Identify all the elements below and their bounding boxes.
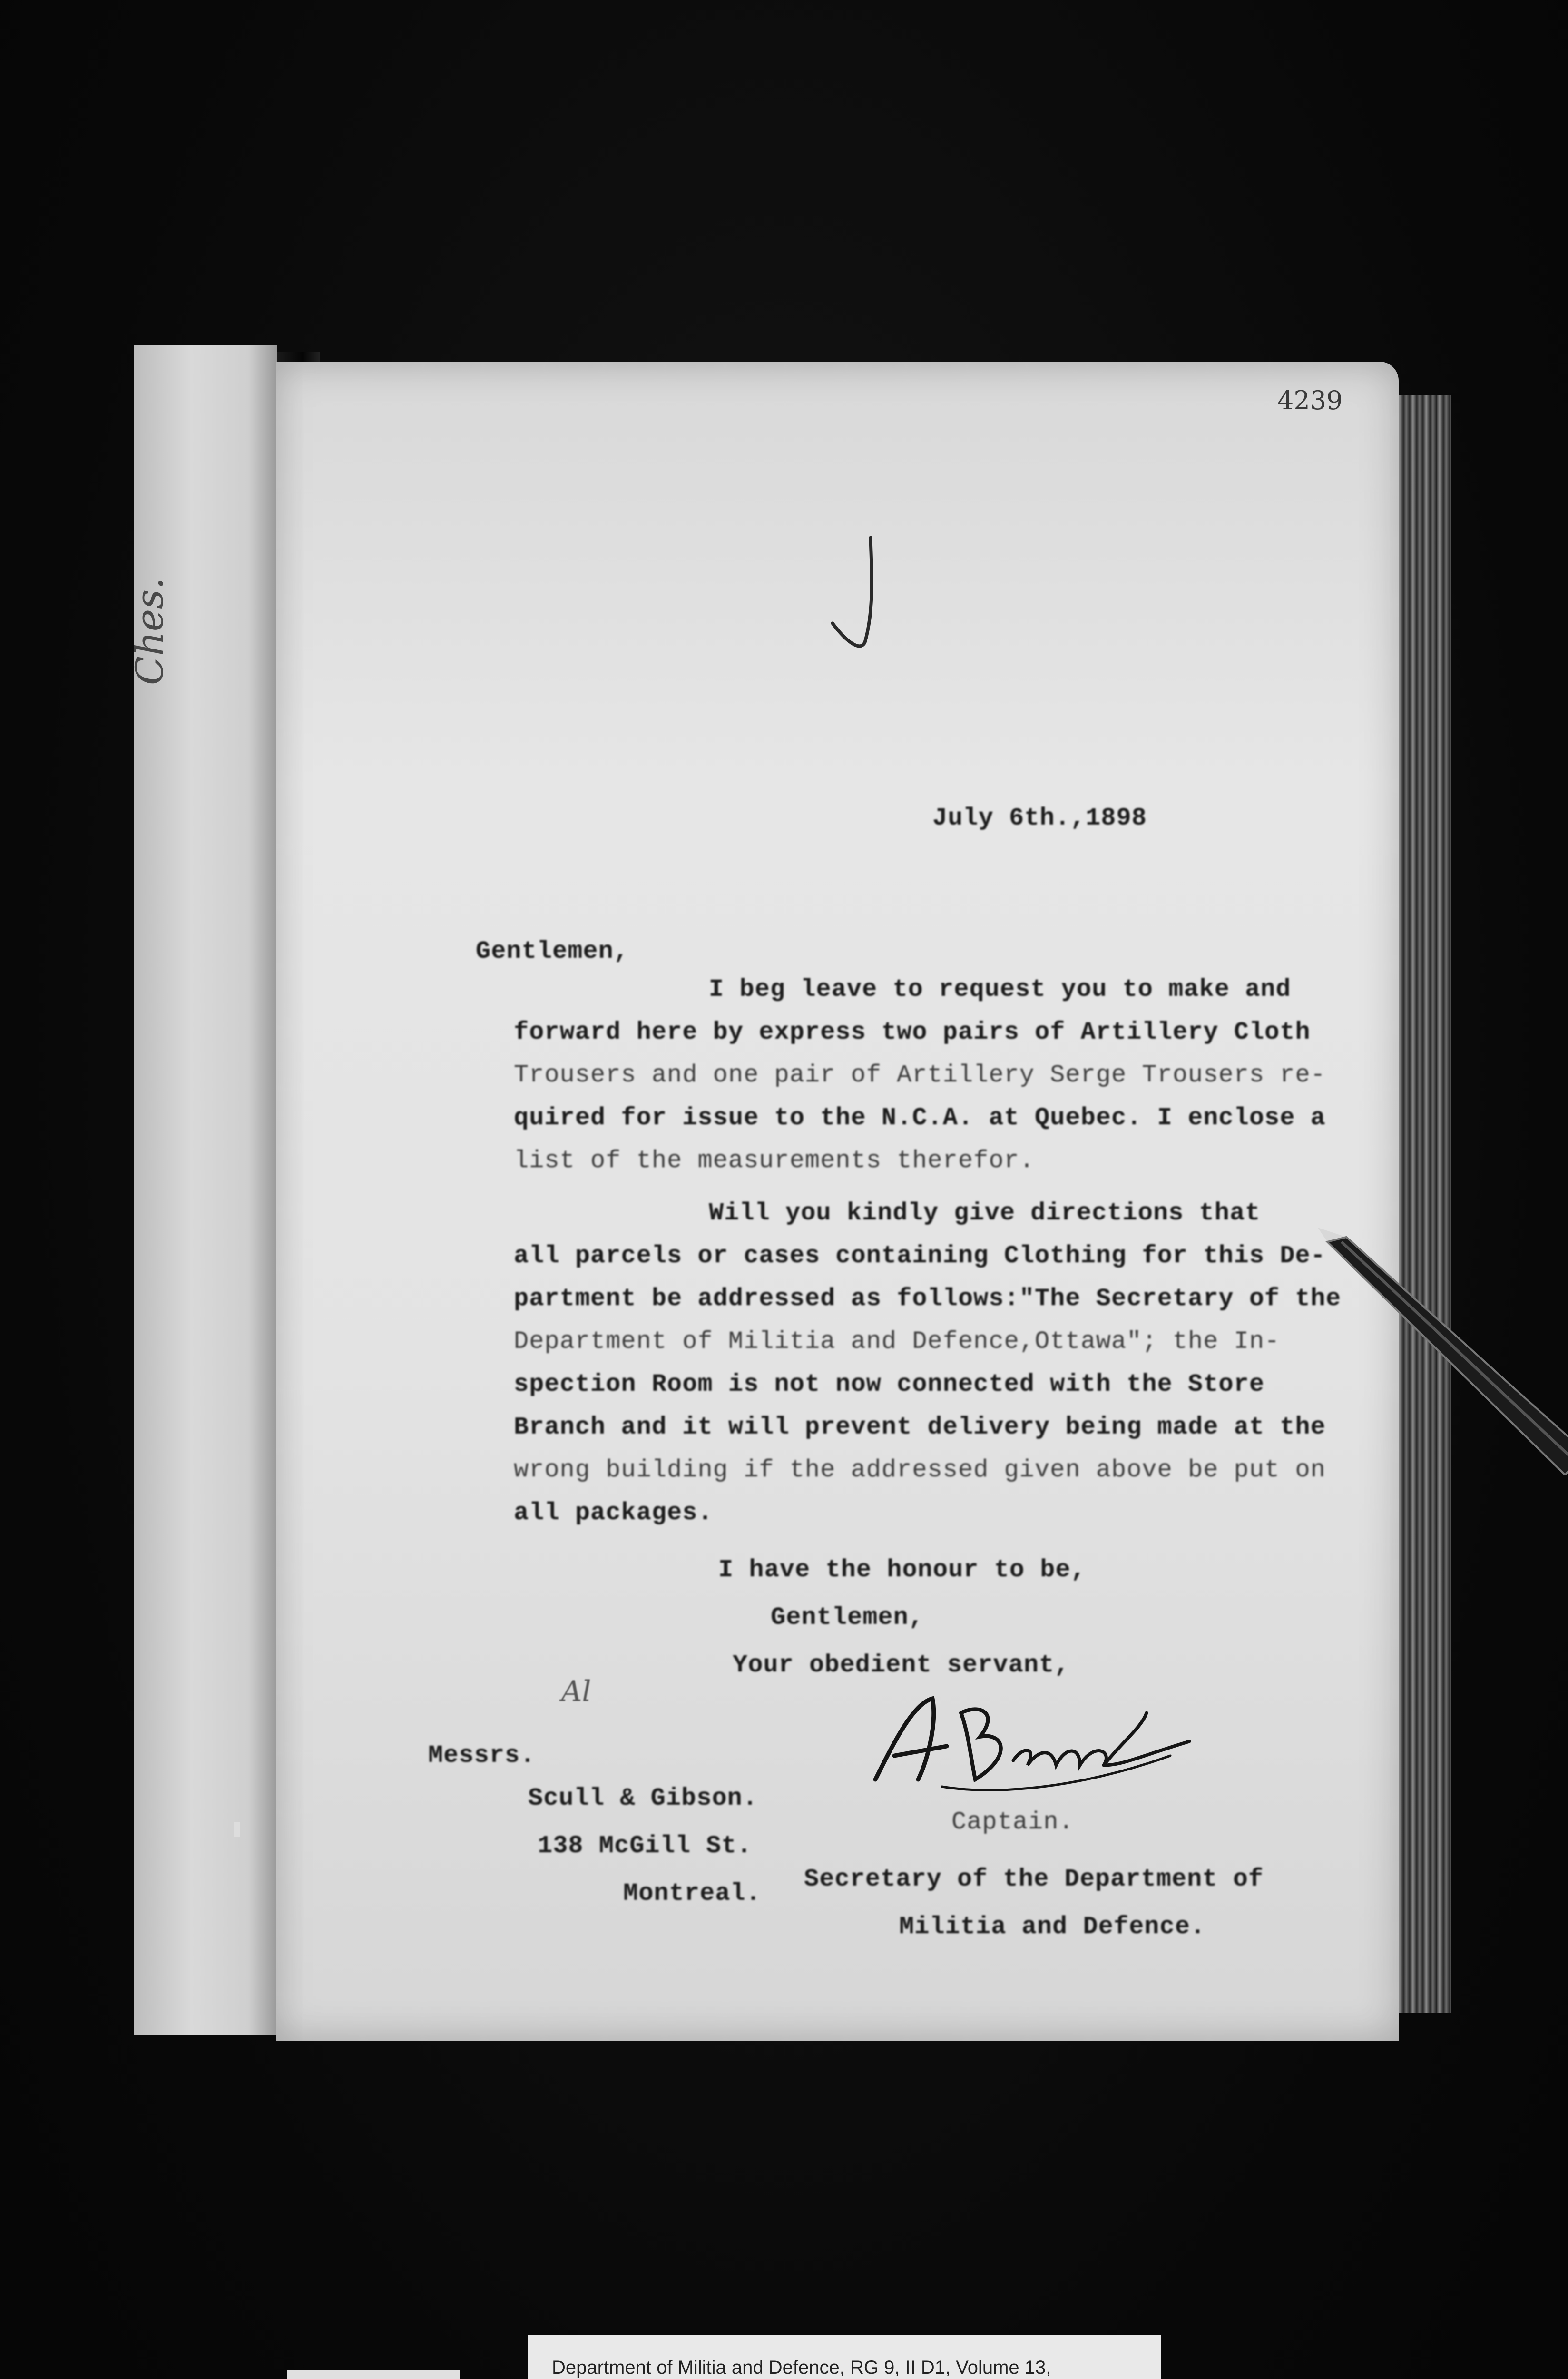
closing-line: Gentlemen, [771,1603,924,1632]
reference-line: Department of Militia and Defence, RG 9, II D1, Volume 13, [552,2357,1051,2378]
page-number: 4239 [1277,385,1343,415]
body-line: forward here by express two pairs of Artillery Cloth [514,1018,1311,1046]
addressee-city: Montreal. [623,1879,761,1907]
pointer-pencil [1318,1228,1568,1475]
body-line: all parcels or cases containing Clothing for this De- [514,1242,1326,1270]
sender-rank: Captain. [951,1808,1074,1836]
margin-handwriting: Ches. [127,577,172,685]
letter-date: July 6th.,1898 [932,804,1147,832]
body-line: Trousers and one pair of Artillery Serge Trousers re- [514,1061,1326,1089]
body-line: wrong building if the addressed given above be put on [514,1456,1326,1484]
addressee-street: 138 McGill St. [538,1832,752,1860]
body-line: partment be addressed as follows:"The Secretary of the [514,1285,1342,1313]
sender-title-line: Secretary of the Department of [804,1865,1264,1893]
sender-title-line: Militia and Defence. [899,1913,1206,1941]
margin-dot [234,1822,240,1837]
body-line: I beg leave to request you to make and [709,975,1291,1003]
body-line: Department of Militia and Defence,Ottawa"; the In- [514,1327,1280,1356]
archive-reference-label [528,2335,1161,2379]
addressee-name: Scull & Gibson. [528,1784,758,1812]
closing-line: Your obedient servant, [733,1651,1070,1679]
addressee-prefix: Messrs. [428,1741,536,1770]
body-line: all packages. [514,1499,713,1527]
letter-salutation: Gentlemen, [476,937,629,965]
checkmark-icon [818,533,894,657]
body-line: Will you kindly give directions that [709,1199,1261,1227]
body-line: list of the measurements therefor. [514,1147,1035,1175]
initials-mark: Al [561,1675,591,1708]
poor-copies-label [287,2370,460,2379]
body-line: spection Room is not now connected with the Store [514,1370,1265,1398]
closing-line: I have the honour to be, [718,1556,1086,1584]
signature [856,1684,1199,1799]
body-line: Branch and it will prevent delivery being made at the [514,1413,1326,1441]
body-line: quired for issue to the N.C.A. at Quebec. I enclose a [514,1104,1326,1132]
